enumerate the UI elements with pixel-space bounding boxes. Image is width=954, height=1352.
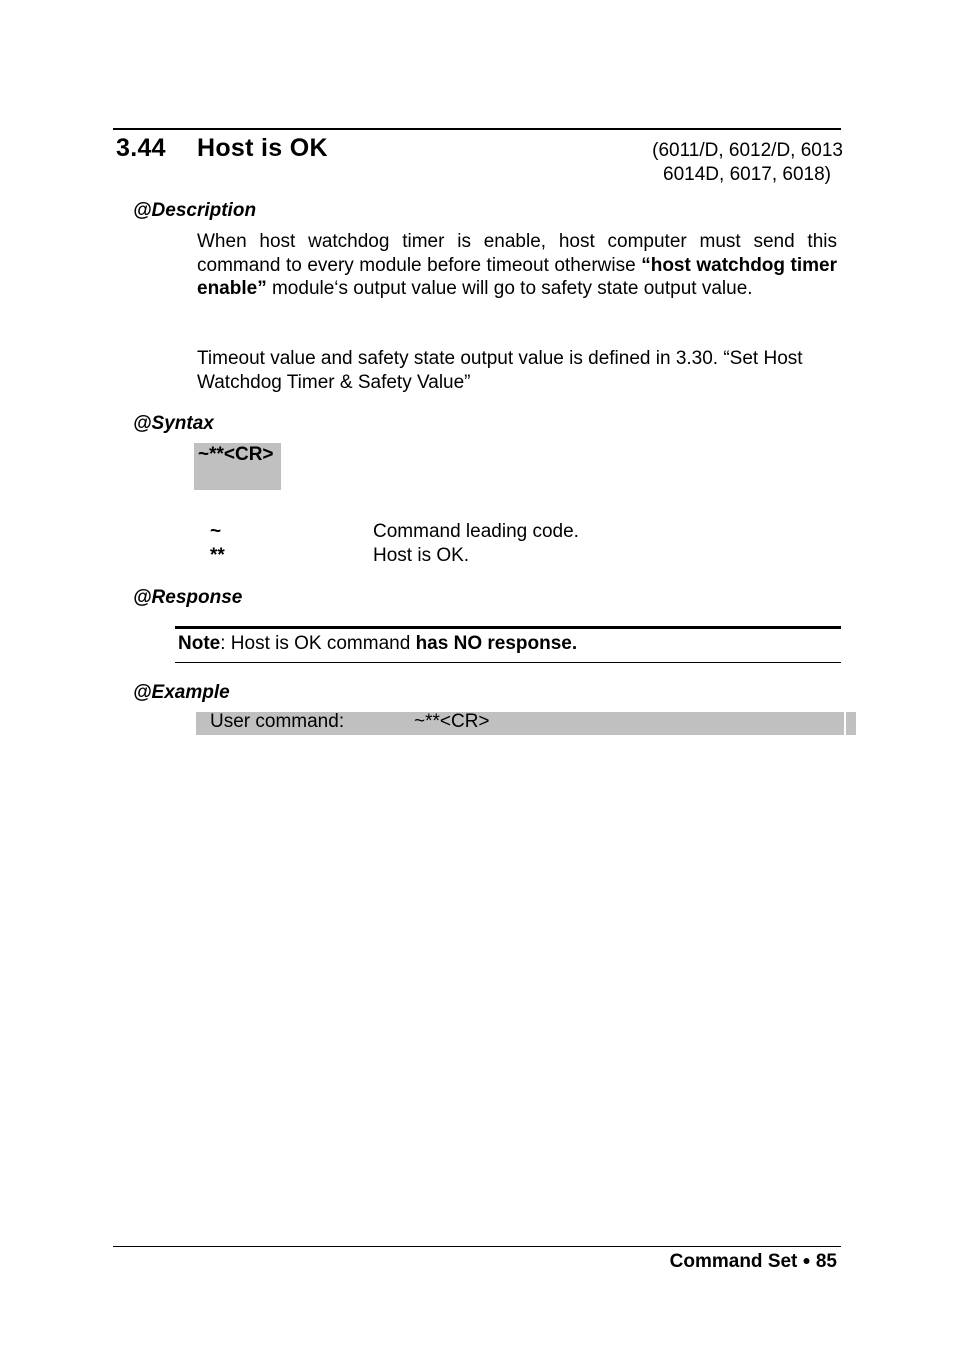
section-number: 3.44 <box>116 134 166 162</box>
syntax-symbol: ~ <box>210 521 222 542</box>
page-footer <box>670 1251 837 1273</box>
footer-text: Command Set <box>669 1251 798 1272</box>
models-list <box>600 139 843 187</box>
description-paragraph-2: Timeout value and safety state output value is defined in 3.30. “Set Host Watchdog Timer & Safety Value” <box>197 348 803 393</box>
example-command: ~**<CR> <box>414 711 490 732</box>
models-line-1: (6011/D, 6012/D, 6013 <box>652 140 843 161</box>
section-title: Host is OK <box>197 134 328 162</box>
models-line-2: 6014D, 6017, 6018) <box>663 164 831 185</box>
syntax-command-box: ~**<CR> <box>194 443 281 490</box>
description-text-b: module‘s output value will go to safety state output value. <box>266 278 753 299</box>
page-number: 85 <box>815 1251 837 1272</box>
description-text-bold: “host watchdog timer enable” <box>197 254 837 299</box>
note-bottom-rule <box>175 662 841 663</box>
syntax-symbol-desc: Host is OK. <box>373 545 470 566</box>
note-top-rule <box>175 626 841 629</box>
note-bold-text: has NO response. <box>415 633 578 654</box>
top-rule <box>113 128 841 130</box>
example-heading: @Example <box>133 682 230 703</box>
note-label: Note <box>178 633 221 654</box>
example-bar-separator <box>844 712 846 735</box>
syntax-symbol: ** <box>210 545 225 566</box>
example-label: User command: <box>210 711 345 732</box>
description-text-a: When host watchdog timer is enable, host computer must send this command to every module before timeout otherwise <box>197 231 837 276</box>
description-paragraph-1 <box>197 230 837 301</box>
note-text: : Host is OK command <box>220 633 416 654</box>
response-note <box>178 633 577 655</box>
bullet-icon: ● <box>802 1252 811 1268</box>
description-heading: @Description <box>133 200 257 221</box>
response-heading: @Response <box>133 587 243 608</box>
syntax-symbol-desc: Command leading code. <box>373 521 579 542</box>
syntax-heading: @Syntax <box>133 413 214 434</box>
footer-rule <box>113 1246 841 1247</box>
